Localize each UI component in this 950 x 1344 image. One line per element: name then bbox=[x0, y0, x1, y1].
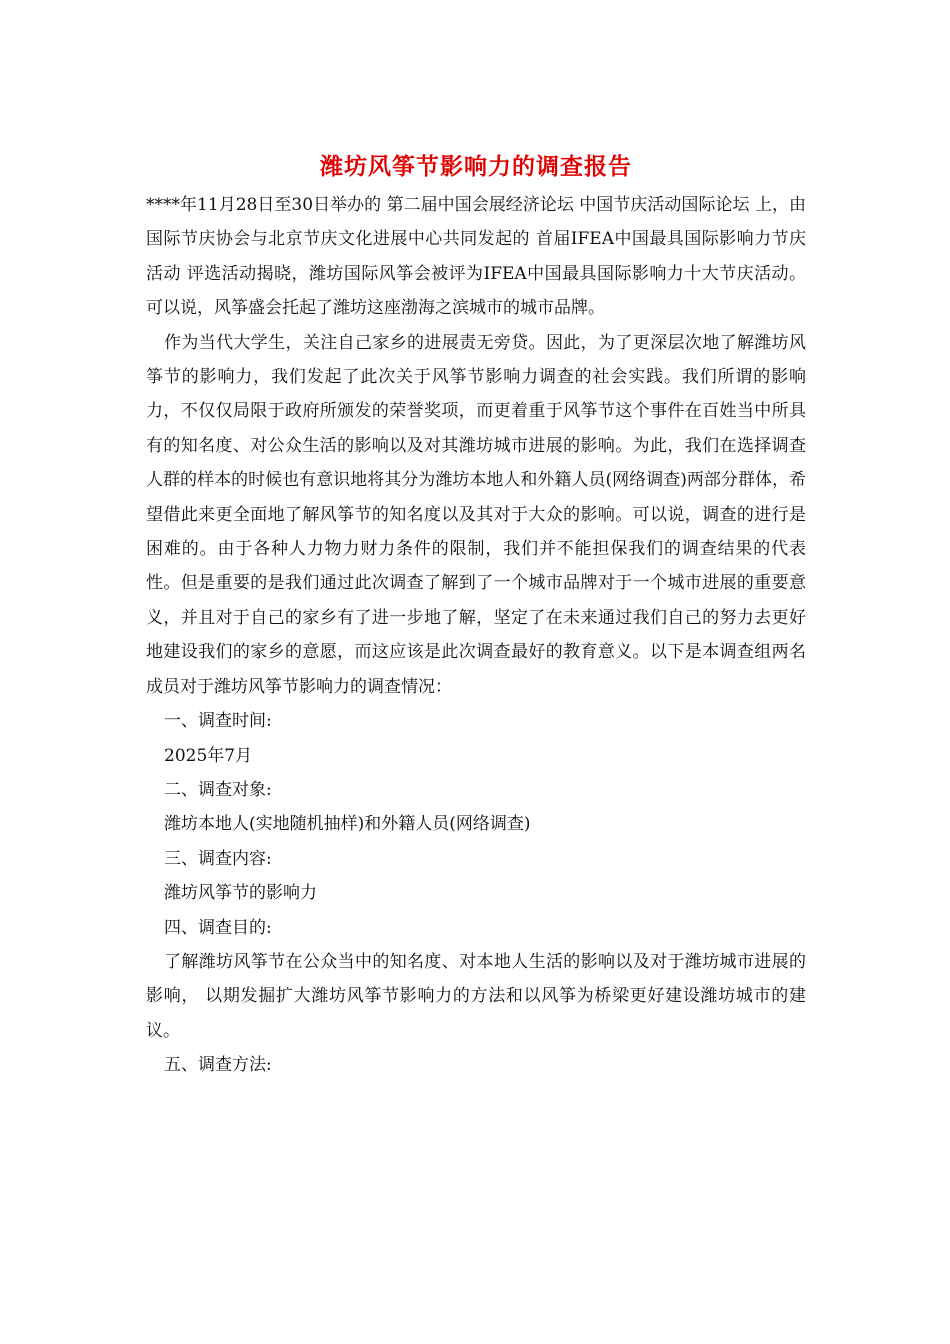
intro-paragraph: ****年11月28日至30日举办的 第二届中国会展经济论坛 中国节庆活动国际论坛 上，由国际节庆协会与北京节庆文化进展中心共同发起的 首届IFEA中国最具国际影响力节庆活动 评选活动揭晓，潍坊国际风筝会被评为IFEA中国最具国际影响力十大节庆活动。可以说，风筝盛会托起了潍坊这座渤海之滨城市的城市品牌。 bbox=[146, 195, 806, 319]
section-heading-time: 一、调查时间: bbox=[164, 711, 272, 732]
background-paragraph: 作为当代大学生，关注自己家乡的进展责无旁贷。因此，为了更深层次地了解潍坊风筝节的影响力，我们发起了此次关于风筝节影响力调查的社会实践。我们所谓的影响力，不仅仅局限于政府所颁发的荣誉奖项，而更着重于风筝节这个事件在百姓当中所具有的知名度、对公众生活的影响以及对其潍坊城市进展的影响。为此，我们在选择调查人群的样本的时候也有意识地将其分为潍坊本地人和外籍人员(网络调查)两部分群体，希望借此来更全面地了解风筝节的知名度以及其对于大众的影响。可以说，调查的进行是困难的。由于各种人力物力财力条件的限制，我们并不能担保我们的调查结果的代表性。但是重要的是我们通过此次调查了解到了一个城市品牌对于一个城市进展的重要意义，并且对于自己的家乡有了进一步地了解，坚定了在未来通过我们自己的努力去更好地建设我们的家乡的意愿，而这应该是此次调查最好的教育意义。以下是本调查组两名成员对于潍坊风筝节影响力的调查情况： bbox=[146, 332, 806, 697]
section-value-purpose: 了解潍坊风筝节在公众当中的知名度、对本地人生活的影响以及对于潍坊城市进展的影响， 以期发掘扩大潍坊风筝节影响力的方法和以风筝为桥梁更好建设潍坊城市的建议。 bbox=[146, 951, 806, 1041]
section-value-content: 潍坊风筝节的影响力 bbox=[164, 883, 317, 904]
section-value-time: 2025年7月 bbox=[164, 745, 253, 766]
section-value-subject: 潍坊本地人(实地随机抽样)和外籍人员(网络调查) bbox=[164, 814, 531, 835]
section-heading-method: 五、调查方法: bbox=[164, 1055, 272, 1076]
section-heading-subject: 二、调查对象: bbox=[164, 779, 272, 800]
section-heading-content: 三、调查内容: bbox=[164, 848, 272, 869]
section-heading-purpose: 四、调查目的: bbox=[164, 917, 272, 938]
document-page bbox=[146, 150, 806, 1083]
document-title: 潍坊风筝节影响力的调查报告 bbox=[320, 153, 632, 180]
